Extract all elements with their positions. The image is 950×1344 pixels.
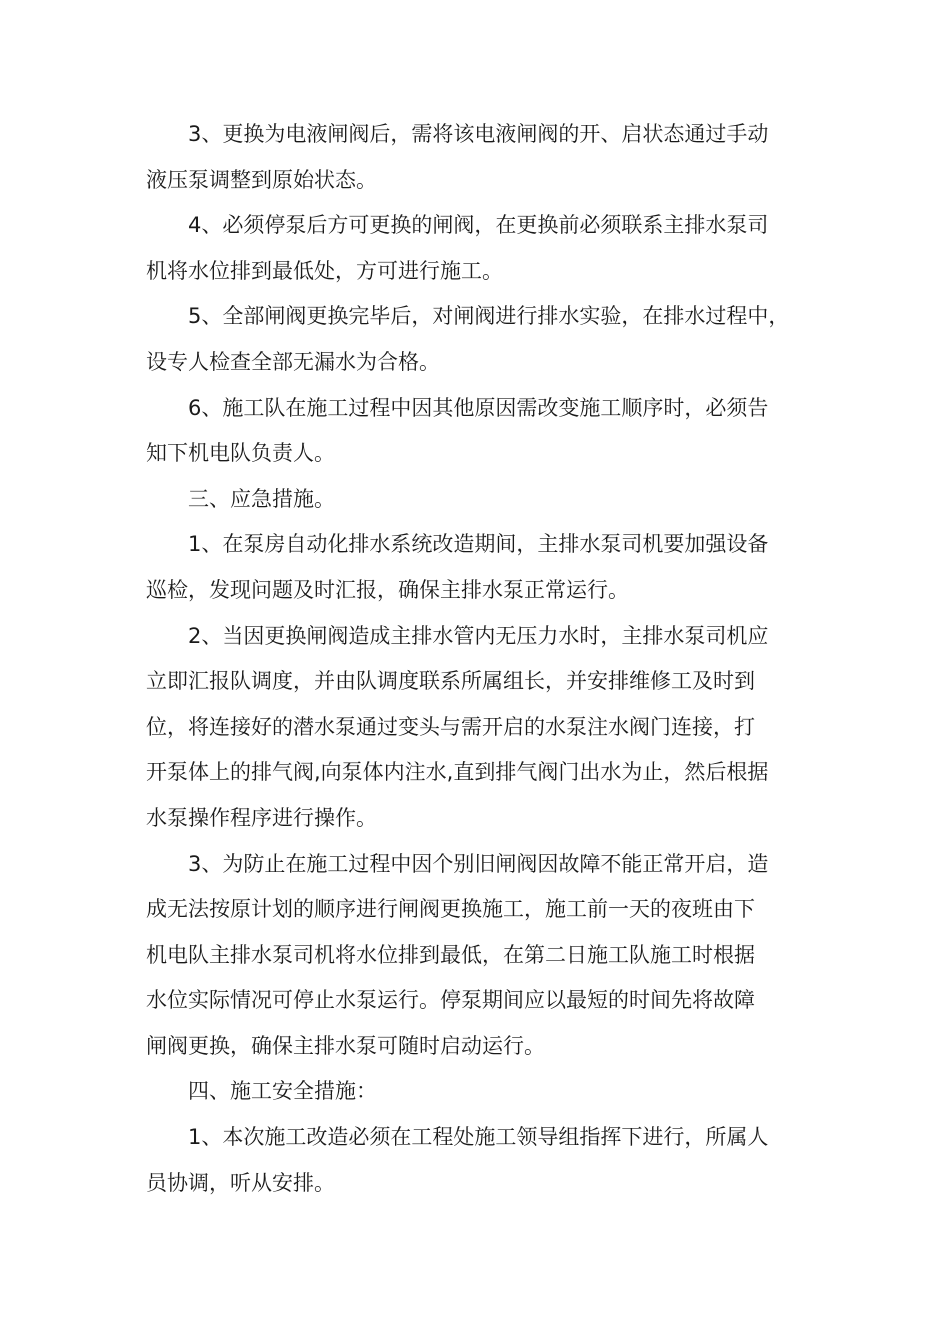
paragraph-emergency-1 [146,522,816,613]
paragraph-item-6-notify [146,386,816,477]
paragraph-line: 液压泵调整到原始状态。 [146,167,377,192]
paragraph-line: 知下机电队负责人。 [146,441,335,466]
paragraph-first-line: 2、当因更换闸阀造成主排水管内无压力水时，主排水泵司机应 [188,623,769,648]
paragraph-first-line: 三、应急措施。 [188,486,335,511]
paragraph-safety-1 [146,1115,816,1206]
paragraph-line: 员协调，听从安排。 [146,1170,335,1195]
paragraph-first-line: 5、全部闸阀更换完毕后，对闸阀进行排水实验，在排水过程中， [188,304,790,329]
paragraph-first-line: 4、必须停泵后方可更换的闸阀，在更换前必须联系主排水泵司 [188,213,769,238]
paragraph-line: 成无法按原计划的顺序进行闸阀更换施工，施工前一天的夜班由下 [146,897,755,922]
paragraph-line: 位，将连接好的潜水泵通过变头与需开启的水泵注水阀门连接，打 [146,714,755,739]
paragraph-line: 立即汇报队调度，并由队调度联系所属组长，并安排维修工及时到 [146,669,755,694]
paragraph-line: 水位实际情况可停止水泵运行。停泵期间应以最短的时间先将故障 [146,988,755,1013]
paragraph-section-4-heading [146,1069,816,1115]
paragraph-item-4-stop-pump [146,203,816,294]
paragraph-first-line: 四、施工安全措施： [188,1079,377,1104]
paragraph-line: 水泵操作程序进行操作。 [146,805,377,830]
paragraph-first-line: 3、为防止在施工过程中因个别旧闸阀因故障不能正常开启，造 [188,851,769,876]
paragraph-line: 机电队主排水泵司机将水位排到最低，在第二日施工队施工时根据 [146,942,755,967]
paragraph-line: 巡检，发现问题及时汇报，确保主排水泵正常运行。 [146,577,629,602]
paragraph-first-line: 3、更换为电液闸阀后，需将该电液闸阀的开、启状态通过手动 [188,122,769,146]
paragraph-item-5-drain-test [146,294,816,385]
paragraph-item-3-valve-state [146,112,816,203]
paragraph-emergency-3 [146,842,816,1070]
paragraph-first-line: 6、施工队在施工过程中因其他原因需改变施工顺序时，必须告 [188,395,769,420]
document-body [146,112,816,1206]
paragraph-emergency-2 [146,614,816,842]
paragraph-line: 闸阀更换，确保主排水泵可随时启动运行。 [146,1033,545,1058]
paragraph-line: 开泵体上的排气阀,向泵体内注水,直到排气阀门出水为止，然后根据 [146,760,769,785]
paragraph-line: 设专人检查全部无漏水为合格。 [146,349,440,374]
paragraph-section-3-heading [146,477,816,523]
paragraph-first-line: 1、本次施工改造必须在工程处施工领导组指挥下进行，所属人 [188,1125,769,1150]
paragraph-line: 机将水位排到最低处，方可进行施工。 [146,258,503,283]
paragraph-first-line: 1、在泵房自动化排水系统改造期间，主排水泵司机要加强设备 [188,532,769,557]
